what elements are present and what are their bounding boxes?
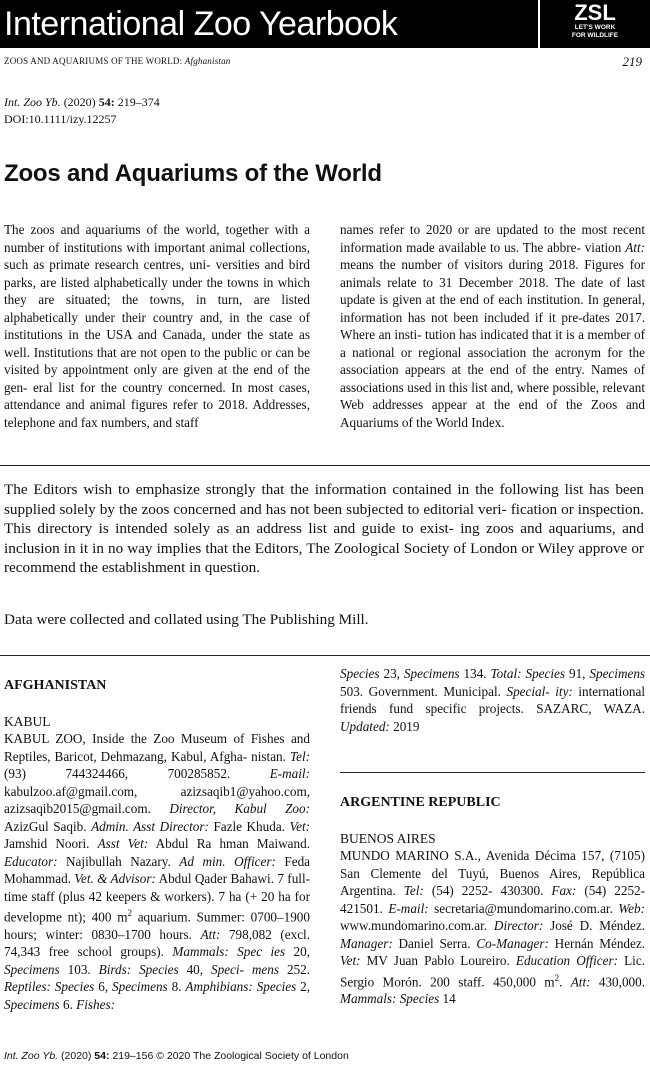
journal-banner (0, 0, 650, 48)
doi: DOI:10.1111/izy.12257 (4, 112, 117, 126)
editorial-disclaimer: The Editors wish to emphasize strongly that the information contained in the following list has been supplied solely by the zoos concerned and has not been subjected to editorial veri- fication or inspection. This directory is intended solely as an address list and guide to exist- ing zoos and aquariums, and inclusion in it in no way implies that the Editors, The Zoological Society of London or Wiley approve or recommend the establishment in question. (4, 481, 644, 577)
intro-line: appointment only are given at the end of the gen- (4, 362, 310, 395)
intro-column-left (4, 221, 310, 431)
journal-title: International Zoo Yearbook (4, 5, 398, 43)
intro-line: eral list for the country concerned. In most cases, (32, 379, 310, 395)
city-heading: BUENOS AIRES (340, 830, 436, 846)
intro-line: collections, such as primate research centres, uni- (4, 239, 310, 272)
zoo-entry-kabul: KABUL ZOO, Inside the Zoo Museum of Fishes and Reptiles, Baricot, Dehmazang, Kabul, Afgha- nistan. Tel: (93) 744324466, 700285852. E-mail: kabulzoo.af@gmail.com, azizsaqib1@yahoo.com, azizsaqib2015@gmail.com. Director, Kabul Zoo: AzizGul Saqib. Admin. Asst Director: Fazle Khuda. Vet: Jamshid Noori. Asst Vet: Abdul Ra hman Maiwand. Educator: Najibullah Nazary. Ad min. Officer: Feda Mohammad. Vet. & Advisor: Abdul Qader Bahawi. 7 full-time staff (plus 42 keepers & workers). 7 ha (+ 20 ha for developme nt); 400 $m^2$ aquarium. Summer: 0700–1900 hours; winter: 0830–1700 hours. Att: 798,082 (excl. 74,343 free school groups). Mammals: Spec ies 20, Specimens 103. Birds: Species 40, Speci- mens 252. Reptiles: Species 6, Specimens 8. Amphibians: Species 2, Specimens 6. Fishes: (4, 731, 311, 1012)
intro-line: under the towns in which they are situated; the (4, 274, 310, 307)
divider-argentina (340, 772, 645, 773)
running-head: ZOOS AND AQUARIUMS OF THE WORLD: Afghanistan (4, 56, 231, 66)
intro-line: Addresses, telephone and fax numbers, and staff (4, 397, 310, 430)
afghanistan-section (4, 677, 310, 1013)
page-title: Zoos and Aquariums of the World (4, 160, 382, 187)
country-heading: AFGHANISTAN (4, 678, 107, 693)
zsl-logo (538, 0, 650, 48)
page-number: 219 (622, 54, 642, 69)
intro-line: that are not open to the public or can be visited by (4, 344, 310, 377)
zsl-logo-text: ZSL (574, 0, 616, 25)
intro-line: The zoos and aquariums of the world, together (4, 222, 275, 237)
city-heading: KABUL (4, 713, 51, 729)
intro-line: country and, in the case of institutions in the USA (4, 309, 310, 342)
intro-line: versities and bird parks, are listed alphabetically (4, 257, 310, 290)
intro-line: and Canada, under the state as well. Institutions (4, 327, 310, 360)
zoo-entry-mundo-marino: MUNDO MARINO S.A., Avenida Décima 157, (7105) San Clemente del Tuyú, Buenos Aires, República Argentina. Tel: (54) 2252- 430300. Fax: (54) 2252-421501. E-mail: secretaria@mundomarino.com.ar. Web: www.mundomarino.com.ar. Director: José D. Méndez. Manager: Daniel Serra. Co-Manager: Hernán Méndez. Vet: MV Juan Pablo Loureiro. Education Officer: Lic. Sergio Morón. 200 staff. 450,000 $m^2$. Att: 430,000. Mammals: Species 14 (340, 848, 646, 1007)
collection-note: Data were collected and collated using The Publishing Mill. (4, 611, 369, 628)
article-citation: Int. Zoo Yb. (2020) 54: 219–374 DOI:10.1111/izy.12257 (4, 95, 160, 126)
page-footer: Int. Zoo Yb. (2020) 54: 219–156 © 2020 The Zoological Society of London (4, 1050, 349, 1062)
country-heading: ARGENTINE REPUBLIC (340, 795, 501, 810)
intro-paragraph-right: names refer to 2020 or are updated to the most recent information made available to us. The abbre- viation Att: means the number of visitors during 2018. Figures for animals relate to 31 December 2018. The date of last update is given at the end of each institution. In general, information has not been included if it pre-dates 2017. Where an insti- tution has indicated that it is a member of a national or regional association the acronym for the association appears at the end of the entry. Names of associations used in this list and, where possible, relevant Web addresses appear at the end of the Zoos and Aquariums of the World Index. (340, 222, 645, 430)
intro-column-right (340, 221, 645, 431)
intro-line: towns, in turn, are listed alphabetically under their (4, 292, 310, 325)
intro-paragraph-left (4, 221, 310, 431)
intro-line: attendance and animal figures refer to 2018. (4, 397, 253, 412)
divider-top (0, 465, 650, 466)
argentina-section (340, 794, 645, 1008)
zsl-logo-tagline: LET'S WORK FOR WILDLIFE (571, 24, 619, 39)
zoo-entry-kabul-continued: Species 23, Specimens 134. Total: Species 91, Specimens 503. Government. Municipal. Special- ity: international friends fund specific projects. SAZARC, WAZA. Updated: 2019 (340, 666, 646, 734)
afghanistan-continued (340, 665, 645, 735)
intro-line: with a number of institutions with important animal (4, 222, 310, 255)
divider-bottom (0, 655, 650, 656)
